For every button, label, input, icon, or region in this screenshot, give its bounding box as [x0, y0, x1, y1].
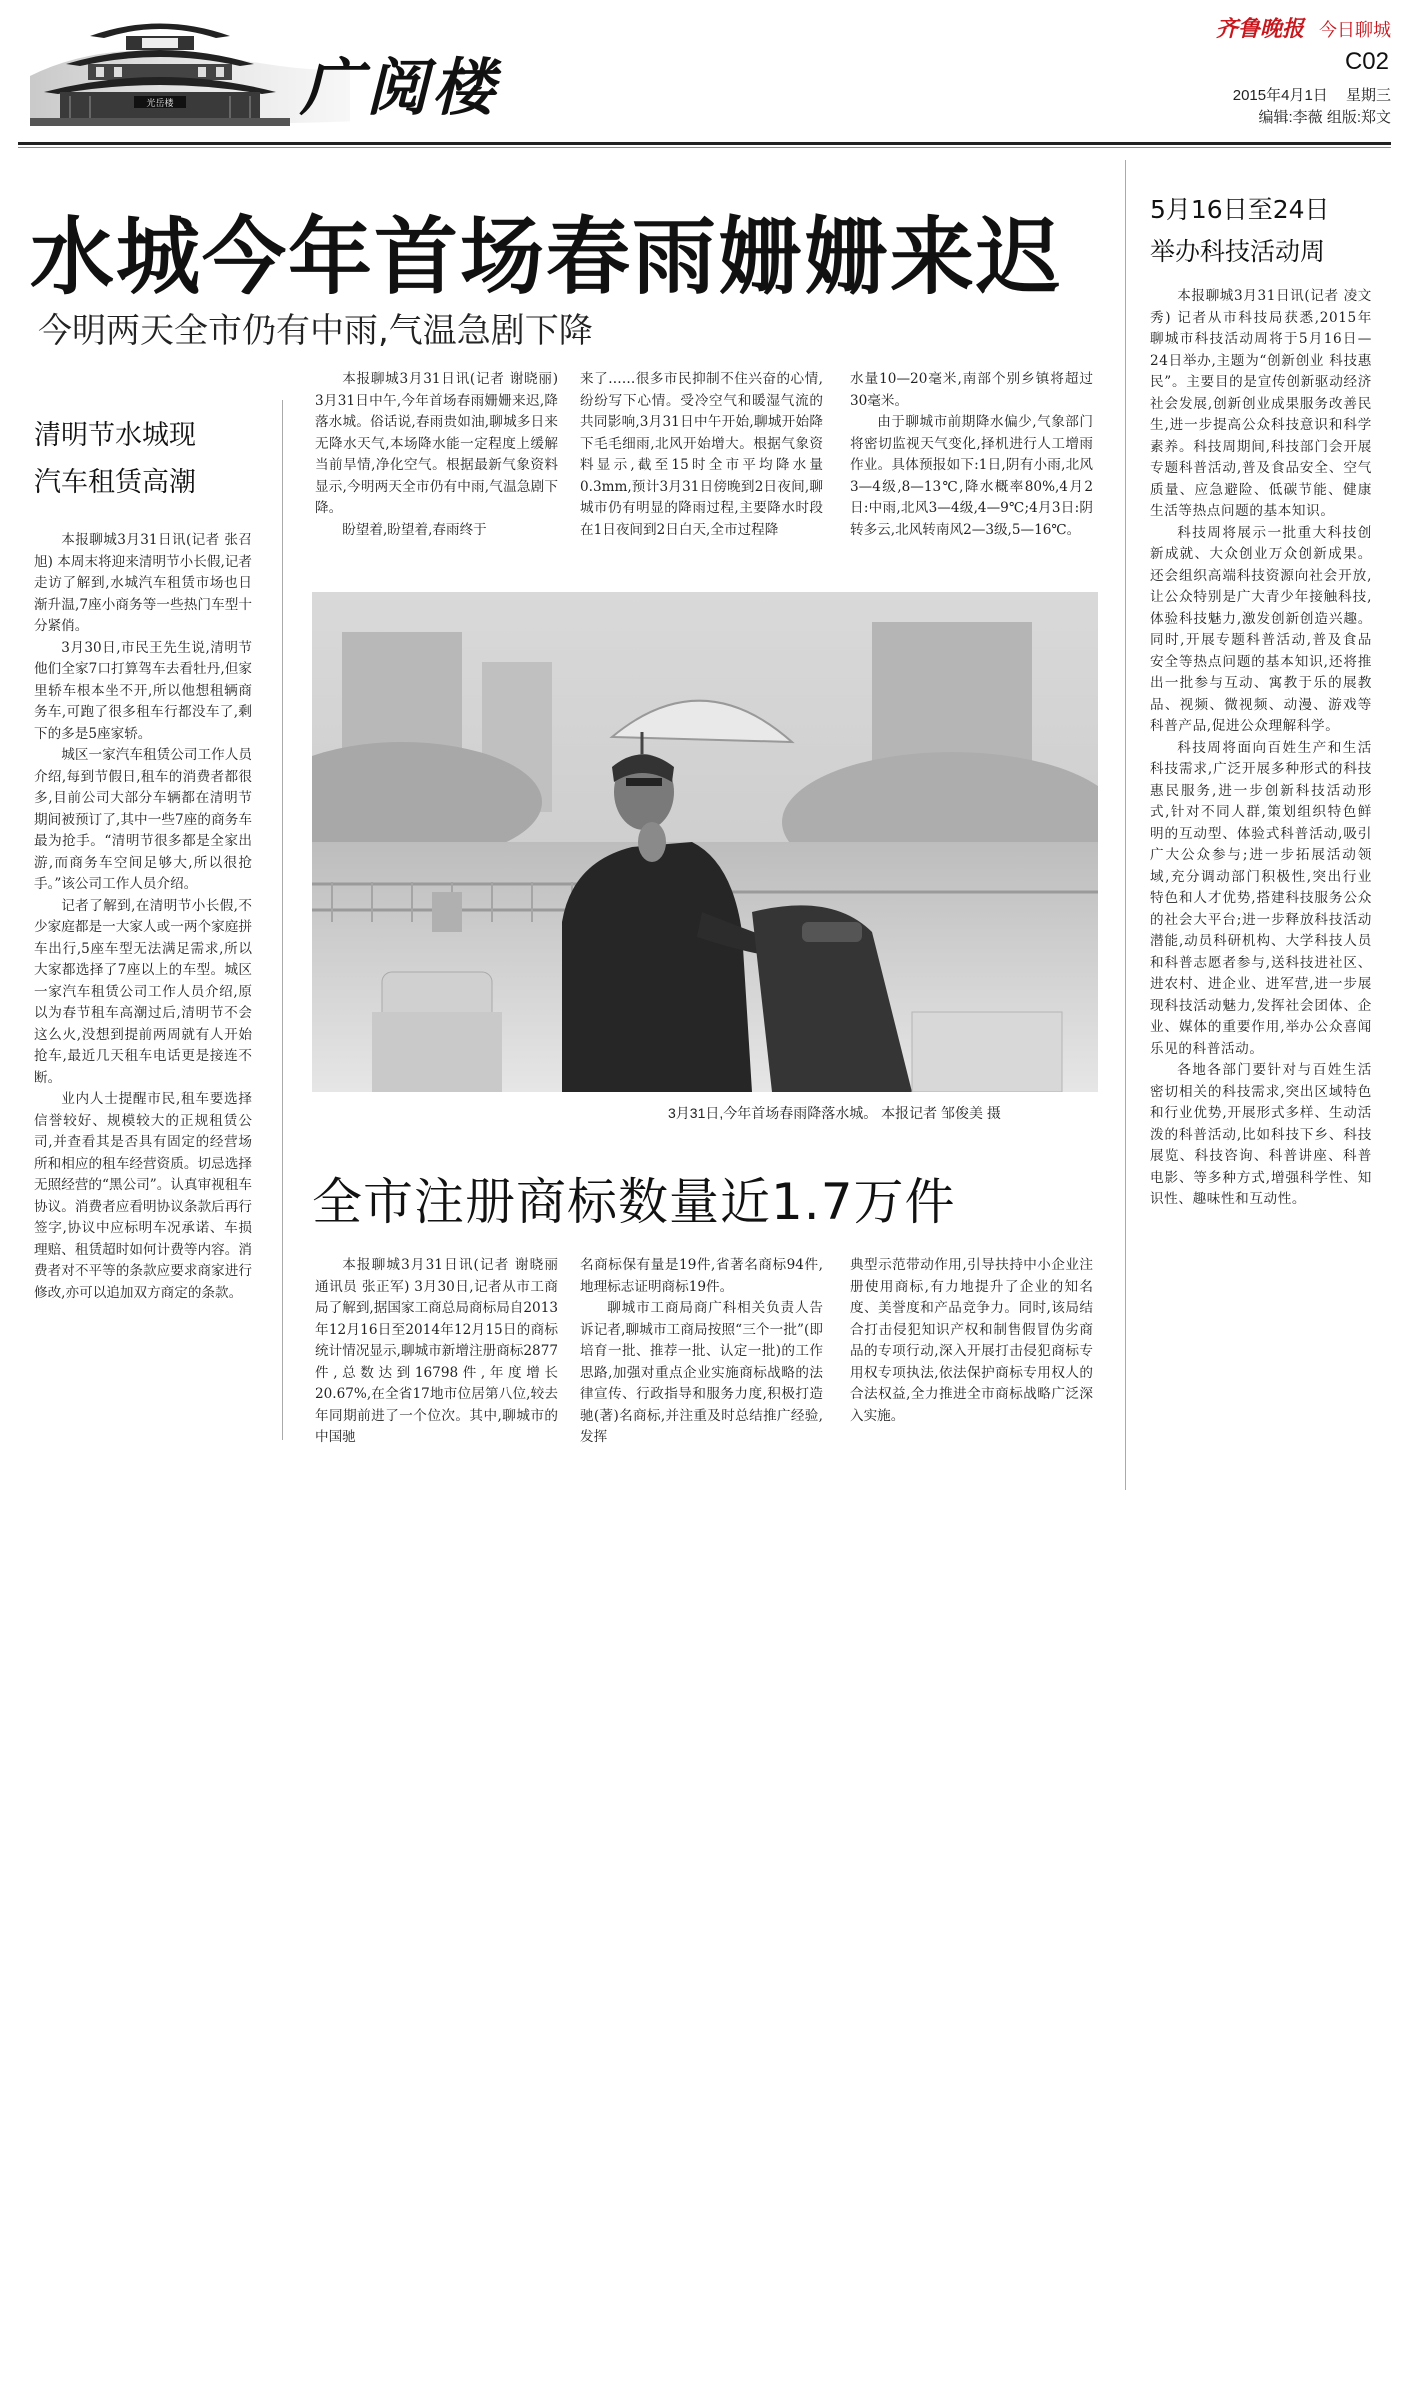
section-title: 广阅楼 [300, 51, 499, 124]
paper-logo: 齐鲁晚报 [1215, 17, 1304, 42]
trademark-story-col-2 [580, 1255, 823, 1505]
rain-scene-illustration [312, 592, 1098, 1092]
paragraph: 3月30日,市民王先生说,清明节他们全家7口打算驾车去看牡丹,但家里轿车根本坐不开,所以他想租辆商务车,可跑了很多租车行都没车了,剩下的多是5座家轿。 [34, 639, 252, 742]
rain-story-col-2 [580, 369, 823, 589]
paragraph: 各地各部门要针对与百姓生活密切相关的科技需求,突出区域特色和行业优势,开展形式多样、生动活泼的科普活动,比如科技下乡、科技展览、科技咨询、科普讲座、科普电影、等多种方式,增强科学性、知识性、趣味性和互动性。 [1150, 1062, 1372, 1207]
weekday: 星期三 [1345, 87, 1391, 104]
page-number: C02 [1344, 48, 1389, 75]
paper-brand [1216, 12, 1391, 43]
paragraph: 聊城市工商局商广科相关负责人告诉记者,聊城市工商局按照“三个一批”(即培育一批、推荐一批、认定一批)的工作思路,加强对重点企业实施商标战略的法律宣传、行政指导和服务力度,积极打造驰(著)名商标,并注重及时总结推广经验,发挥 [580, 1300, 823, 1445]
paragraph: 业内人士提醒市民,租车要选择信誉较好、规模较大的正规租赁公司,并查看其是否具有固定的经营场所和相应的租车经营资质。切忌选择无照经营的“黑公司”。认真审视租车协议。消费者应看明协议条款后再行签字,协议中应标明车况承诺、车损理赔、租赁超时如何计费等内容。消费者对不平等的条款应要求商家进行修改,亦可以追加双方商定的条款。 [34, 1091, 252, 1301]
main-headline: 水城今年首场春雨姗姗来迟 [30, 208, 1063, 306]
rain-story-col-3 [850, 369, 1093, 589]
column-rule [282, 400, 283, 1440]
main-subhead: 今明两天全市仍有中雨,气温急剧下降 [38, 311, 593, 351]
right-story-body [1150, 286, 1372, 1476]
right-story-headline-2: 举办科技活动周 [1150, 237, 1326, 266]
paragraph: 本报聊城3月31日讯(记者 张召旭) 本周末将迎来清明节小长假,记者走访了解到,水城汽车租赁市场也日渐升温,7座小商务等一些热门车型十分紧俏。 [34, 532, 252, 634]
plaque-text: 光岳楼 [146, 99, 174, 109]
paragraph: 来了……很多市民抑制不住兴奋的心情,纷纷写下心情。受冷空气和暖湿气流的共同影响,3月31日中午开始,聊城开始降下毛毛细雨,北风开始增大。根据气象资料显示,截至15时全市平均降水量0.3mm,预计3月31日傍晚到2日夜间,聊城市仍有明显的降雨过程,主要降水时段在1日夜间到2日白天,全市过程降 [580, 371, 823, 538]
paragraph: 城区一家汽车租赁公司工作人员介绍,每到节假日,租车的消费者都很多,目前公司大部分车辆都在清明节期间被预订了,其中一些7座的商务车最为抢手。“清明节很多都是全家出游,而商务车空间足够大,所以很抢手。”该公司工作人员介绍。 [34, 747, 252, 892]
date-line [1233, 84, 1391, 105]
edition-name: 今日聊城 [1319, 20, 1391, 41]
paragraph: 记者了解到,在清明节小长假,不少家庭都是一大家人或一两个家庭拼车出行,5座车型无法满足需求,所以大家都选择了7座以上的车型。城区一家汽车租赁公司工作人员介绍,原以为春节租车高潮过后,清明节不会这么火,没想到提前两周就有人开始抢车,最近几天租车电话更是接连不断。 [34, 897, 252, 1086]
left-story-headline-2: 汽车租赁高潮 [34, 467, 196, 498]
paragraph: 科技周将展示一批重大科技创新成就、大众创业万众创新成果。还会组织高端科技资源向社会开放,让公众特别是广大青少年接触科技,体验科技魅力,激发创新创造兴趣。同时,开展专题科普活动,普及食品安全等热点问题的基本知识,还将推出一批参与互动、寓教于乐的展教品、视频、微视频、动漫、游戏等科普产品,促进公众理解科学。 [1150, 524, 1372, 734]
trademark-headline: 全市注册商标数量近1.7万件 [312, 1173, 956, 1231]
trademark-story-col-3 [850, 1255, 1093, 1505]
paragraph: 盼望着,盼望着,春雨终于 [342, 521, 487, 538]
paragraph: 名商标保有量是19件,省著名商标94件,地理标志证明商标19件。 [580, 1257, 823, 1295]
paragraph: 典型示范带动作用,引导扶持中小企业注册使用商标,有力地提升了企业的知名度、美誉度和产品竞争力。同时,该局结合打击侵犯知识产权和制售假冒伪劣商品的专项行动,深入开展打击侵犯商标专用权专项执法,依法保护商标专用权人的合法权益,全力推进全市商标战略广泛深入实施。 [850, 1257, 1093, 1424]
rain-story-col-1 [315, 369, 558, 589]
paragraph: 科技周将面向百姓生产和生活科技需求,广泛开展多种形式的科技惠民服务,进一步创新科技活动形式,针对不同人群,策划组织特色鲜明的互动型、体验式科普活动,吸引广大公众参与;进一步拓展活动领域,充分调动部门积极性,突出行业特色和人才优势,搭建科技服务公众的社会大平台;进一步释放科技活动潜能,动员科研机构、大学科技人员和科普志愿者参与,送科技进社区、进农村、进企业、进军营,进一步展现科技活动魅力,发挥社会团体、企业、媒体的重要作用,举办公众喜闻乐见的科普活动。 [1150, 739, 1372, 1057]
left-story-headline-1: 清明节水城现 [34, 420, 196, 451]
paragraph: 由于聊城市前期降水偏少,气象部门将密切监视天气变化,择机进行人工增雨作业。具体预报如下:1日,阴有小雨,北风3—4级,8—13℃,降水概率80%,4月2日:中雨,北风3—4级,4—9℃;4月3日:阴转多云,北风转南风2—3级,5—16℃。 [850, 414, 1093, 538]
paragraph: 本报聊城3月31日讯(记者 谢晓丽 通讯员 张正军) 3月30日,记者从市工商局了解到,据国家工商总局商标局自2013年12月16日至2014年12月15日的商标统计情况显示,聊城市新增注册商标2877件,总数达到16798件,年度增长20.67%,在全省17地市位居第八位,较去年同期前进了一个位次。其中,聊城市的中国驰 [315, 1257, 558, 1445]
paragraph: 本报聊城3月31日讯(记者 谢晓丽) 3月31日中午,今年首场春雨姗姗来迟,降落水城。俗话说,春雨贵如油,聊城多日来无降水天气,本场降水能一定程度上缓解当前旱情,净化空气。根据最新气象资料显示,今明两天全市仍有中雨,气温急剧下降。 [315, 371, 558, 516]
news-photo [312, 592, 1098, 1092]
paragraph: 本报聊城3月31日讯(记者 凌文秀) 记者从市科技局获悉,2015年聊城市科技活动周将于5月16日—24日举办,主题为“创新创业 科技惠民”。主要目的是宣传创新驱动经济社会发展,创新创业成果服务改善民生,进一步提高公众科技意识和科学素养。科技周期间,科技部门会开展专题科普活动,普及食品安全、空气质量、应急避险、低碳节能、健康生活等热点问题的基本知识。 [1150, 288, 1372, 519]
column-rule [1125, 160, 1126, 1490]
paragraph: 水量10—20毫米,南部个别乡镇将超过30毫米。 [850, 371, 1093, 409]
masthead-rule [18, 142, 1391, 145]
issue-date: 2015年4月1日 [1232, 87, 1328, 104]
editor-credit: 编辑:李薇 组版:郑文 [1258, 109, 1391, 126]
trademark-story-col-1 [315, 1255, 558, 1505]
photo-caption: 3月31日,今年首场春雨降落水城。 本报记者 邹俊美 摄 [668, 1105, 1001, 1121]
left-story-body [34, 530, 252, 1440]
masthead-rule-thin [18, 147, 1391, 148]
right-story-headline-1: 5月16日至24日 [1150, 195, 1330, 224]
